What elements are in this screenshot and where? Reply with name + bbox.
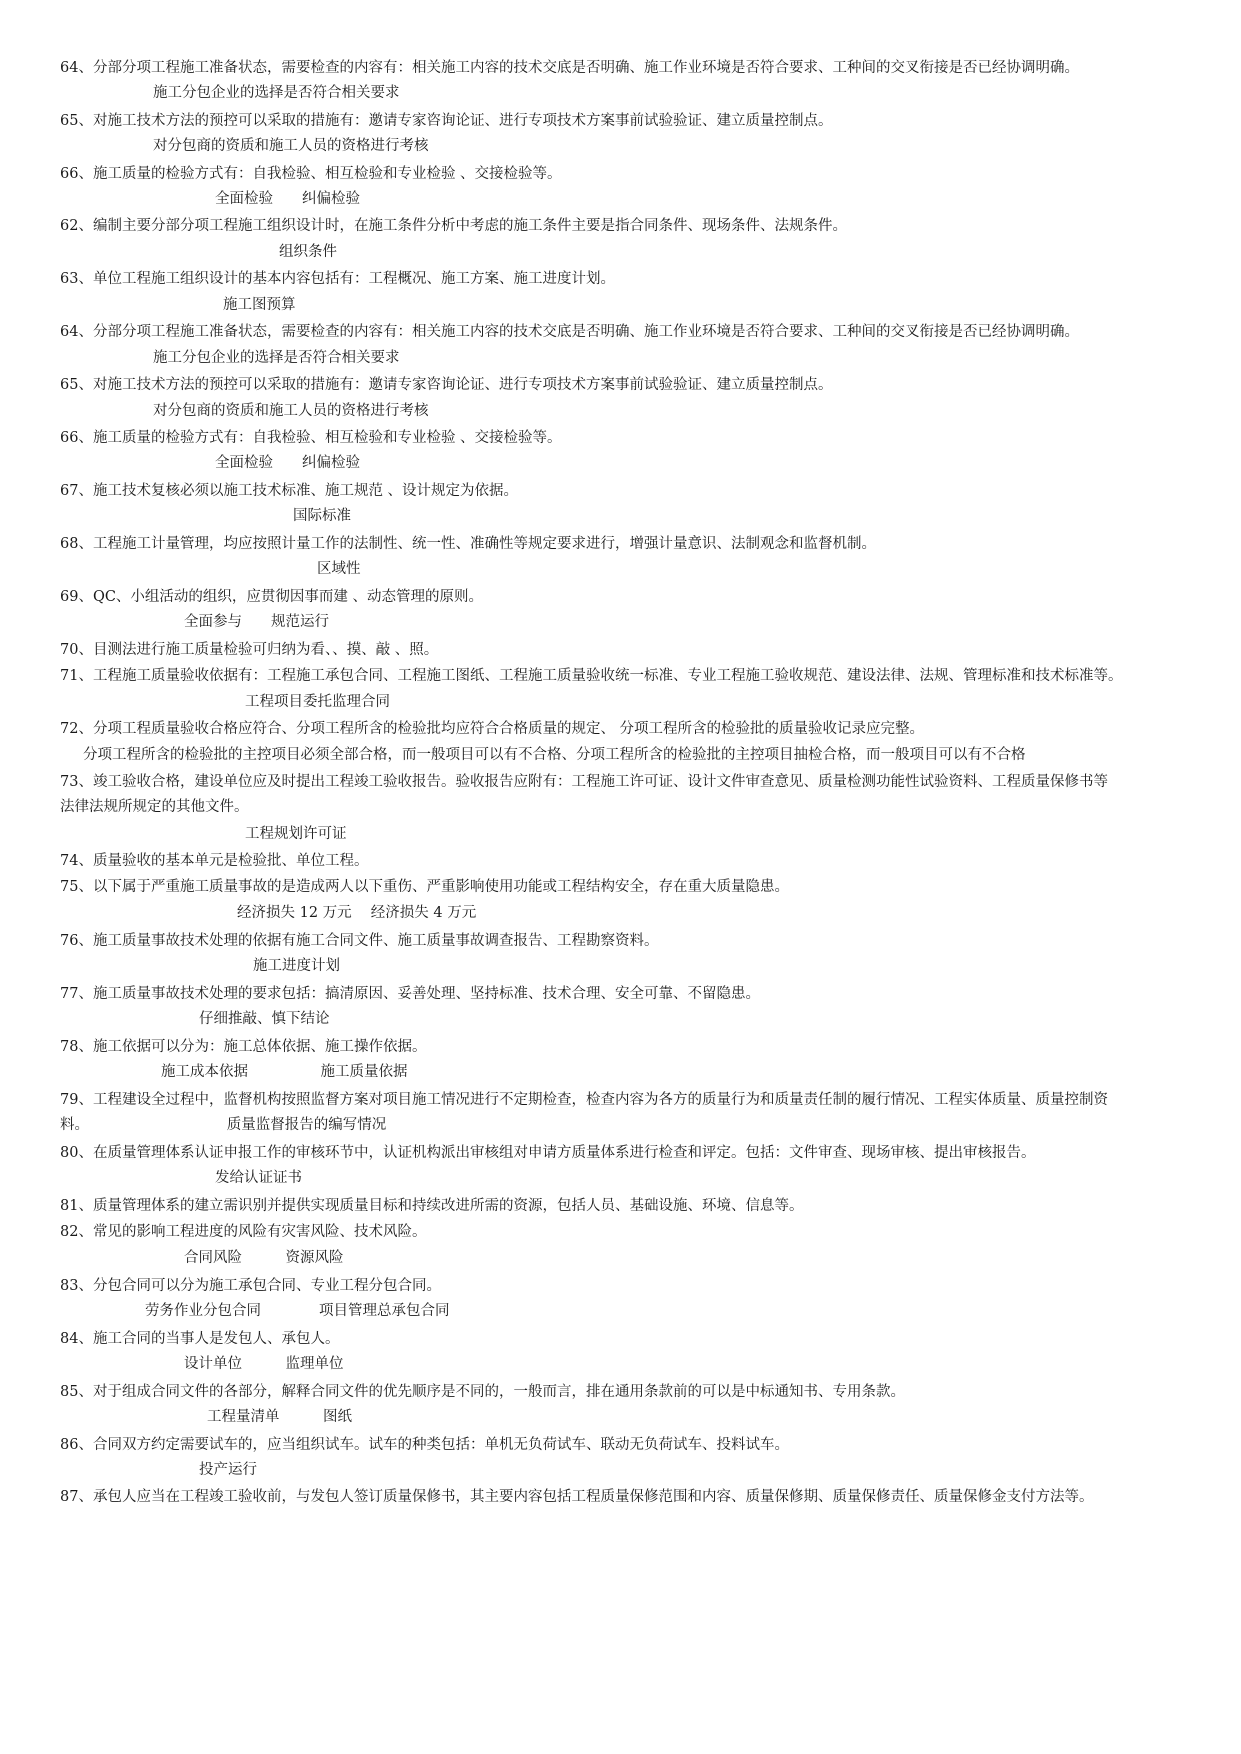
question-82: 82、常见的影响工程进度的风险有灾害风险、技术风险。 [60,1224,427,1240]
question-78: 78、施工依据可以分为：施工总体依据、施工操作依据。 [60,1039,427,1055]
question-74: 74、质量验收的基本单元是检验批、单位工程。 [60,853,369,869]
question-83: 83、分包合同可以分为施工承包合同、专业工程分包合同。 [60,1278,441,1294]
answer-line: 合同风险 资源风险 [184,1250,344,1266]
question-79: 79、工程建设全过程中，监督机构按照监督方案对项目施工情况进行不定期检查，检查内容为各方的质量行为和质量责任制的履行情况、工程实体质量、质量控制资 [60,1092,1108,1108]
question-66: 66、施工质量的检验方式有：自我检验、相互检验和专业检验 、交接检验等。 [60,430,562,446]
answer-line: 全面检验 纠偏检验 [215,455,360,471]
question-62: 62、编制主要分部分项工程施工组织设计时，在施工条件分析中考虑的施工条件主要是指合同条件、现场条件、法规条件。 [60,218,847,234]
answer-line: 投产运行 [199,1462,257,1478]
question-70: 70、目测法进行施工质量检验可归纳为看、、摸、敲 、照。 [60,642,439,658]
answer-line: 施工图预算 [223,297,296,313]
question-73: 73、竣工验收合格，建设单位应及时提出工程竣工验收报告。验收报告应附有：工程施工许可证、设计文件审查意见、质量检测功能性试验资料、工程质量保修书等 [60,774,1108,790]
question-71: 71、工程施工质量验收依据有：工程施工承包合同、工程施工图纸、工程施工质量验收统一标准、专业工程施工验收规范、建设法律、法规、管理标准和技术标准等。 [60,668,1123,684]
answer-line: 仔细推敲、慎下结论 [199,1011,330,1027]
question-64: 64、分部分项工程施工准备状态，需要检查的内容有：相关施工内容的技术交底是否明确、施工作业环境是否符合要求、工种间的交叉衔接是否已经协调明确。 [60,324,1079,340]
question-65: 65、对施工技术方法的预控可以采取的措施有：邀请专家咨询论证、进行专项技术方案事前试验验证、建立质量控制点。 [60,113,833,129]
question-85: 85、对于组成合同文件的各部分，解释合同文件的优先顺序是不同的，一般而言，排在通用条款前的可以是中标通知书、专用条款。 [60,1384,905,1400]
answer-line: 工程量清单 图纸 [207,1409,352,1425]
answer-line: 分项工程所含的检验批的主控项目必须全部合格，而一般项目可以有不合格、分项工程所含的检验批的主控项目抽检合格，而一般项目可以有不合格 [83,747,1026,763]
question-68: 68、工程施工计量管理，均应按照计量工作的法制性、统一性、准确性等规定要求进行，增强计量意识、法制观念和监督机制。 [60,536,876,552]
answer-line: 国际标准 [293,508,351,524]
question-76: 76、施工质量事故技术处理的依据有施工合同文件、施工质量事故调查报告、工程勘察资料。 [60,933,659,949]
question-63: 63、单位工程施工组织设计的基本内容包括有：工程概况、施工方案、施工进度计划。 [60,271,615,287]
answer-line: 全面检验 纠偏检验 [215,191,360,207]
answer-line: 工程项目委托监理合同 [245,694,390,710]
answer-line: 经济损失 12 万元 经济损失 4 万元 [237,905,477,921]
question-86: 86、合同双方约定需要试车的，应当组织试车。试车的种类包括：单机无负荷试车、联动无负荷试车、投料试车。 [60,1437,789,1453]
question-81: 81、质量管理体系的建立需识别并提供实现质量目标和持续改进所需的资源，包括人员、基础设施、环境、信息等。 [60,1198,804,1214]
question-75: 75、以下属于严重施工质量事故的是造成两人以下重伤、严重影响使用功能或工程结构安全，存在重大质量隐患。 [60,879,789,895]
answer-line: 施工进度计划 [253,958,340,974]
answer-line: 对分包商的资质和施工人员的资格进行考核 [153,403,429,419]
question-87: 87、承包人应当在工程竣工验收前，与发包人签订质量保修书，其主要内容包括工程质量保修范围和内容、质量保修期、质量保修责任、质量保修金支付方法等。 [60,1489,1094,1505]
answer-line: 设计单位 监理单位 [184,1356,344,1372]
answer-line: 对分包商的资质和施工人员的资格进行考核 [153,138,429,154]
question-84: 84、施工合同的当事人是发包人、承包人。 [60,1331,340,1347]
question-72: 72、分项工程质量验收合格应符合、分项工程所含的检验批均应符合合格质量的规定、 分项工程所含的检验批的质量验收记录应完整。 [60,721,925,737]
question-64: 64、分部分项工程施工准备状态，需要检查的内容有：相关施工内容的技术交底是否明确、施工作业环境是否符合要求、工种间的交叉衔接是否已经协调明确。 [60,60,1079,76]
question-80: 80、在质量管理体系认证申报工作的审核环节中，认证机构派出审核组对申请方质量体系进行检查和评定。包括：文件审查、现场审核、提出审核报告。 [60,1145,1036,1161]
answer-line: 发给认证证书 [215,1170,302,1186]
answer-line: 工程规划许可证 [245,826,347,842]
question-67: 67、施工技术复核必须以施工技术标准、施工规范 、设计规定为依据。 [60,483,519,499]
answer-line: 组织条件 [279,244,337,260]
question-73-continued: 法律法规所规定的其他文件。 [60,799,249,815]
question-77: 77、施工质量事故技术处理的要求包括：搞清原因、妥善处理、坚持标准、技术合理、安全可靠、不留隐患。 [60,986,760,1002]
answer-line: 全面参与 规范运行 [184,614,329,630]
answer-line: 施工成本依据 施工质量依据 [161,1064,408,1080]
question-79-continued: 料。 质量监督报告的编写情况 [60,1117,387,1133]
question-65: 65、对施工技术方法的预控可以采取的措施有：邀请专家咨询论证、进行专项技术方案事前试验验证、建立质量控制点。 [60,377,833,393]
question-69: 69、QC、小组活动的组织，应贯彻因事而建 、动态管理的原则。 [60,589,484,605]
question-66: 66、施工质量的检验方式有：自我检验、相互检验和专业检验 、交接检验等。 [60,166,562,182]
answer-line: 区域性 [317,561,361,577]
answer-line: 劳务作业分包合同 项目管理总承包合同 [145,1303,450,1319]
answer-line: 施工分包企业的选择是否符合相关要求 [153,85,400,101]
answer-line: 施工分包企业的选择是否符合相关要求 [153,350,400,366]
